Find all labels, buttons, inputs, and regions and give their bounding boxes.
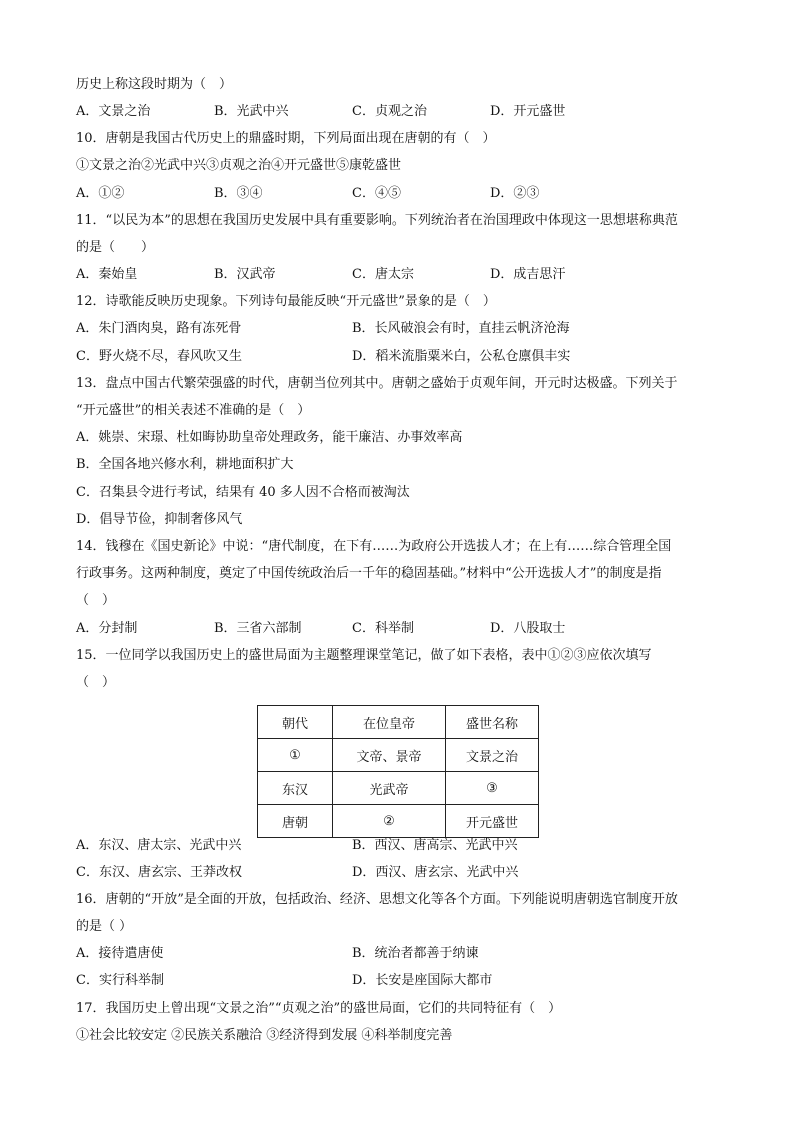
table-row	[258, 739, 539, 772]
q13-option-c: C．召集县令进行考试，结果有 40 多人因不合格而被淘汰	[76, 485, 410, 500]
table-cell: 唐朝	[258, 805, 333, 838]
q16-option-d: D．长安是座国际大都市	[352, 973, 493, 988]
q15-stem-line2: （ ）	[76, 675, 116, 690]
q16-option-a: A．接待遣唐使	[76, 946, 164, 961]
table-cell: 文景之治	[446, 739, 539, 772]
q14-stem-line2: 行政事务。这两种制度，奠定了中国传统政治后一千年的稳固基础。”材料中“公开选拔人才”的制度是指	[76, 566, 662, 581]
q16-stem-line1: 16．唐朝的“开放”是全面的开放，包括政治、经济、思想文化等各个方面。下列能说明唐朝选官制度开放	[76, 892, 678, 907]
q12-option-c: C．野火烧不尽，春风吹又生	[76, 349, 242, 364]
q17-stem: 17．我国历史上曾出现“文景之治”“贞观之治”的盛世局面，它们的共同特征有（ ）	[76, 1001, 562, 1016]
q9-option-d: D．开元盛世	[490, 104, 566, 119]
q10-items: ①文景之治②光武中兴③贞观之治④开元盛世⑤康乾盛世	[76, 158, 402, 173]
q15-option-d: D．西汉、唐玄宗、光武中兴	[352, 865, 519, 880]
q14-option-d: D．八股取士	[490, 621, 566, 636]
table-row	[258, 805, 539, 838]
q11-option-b: B．汉武帝	[214, 267, 276, 282]
q10-stem: 10．唐朝是我国古代历史上的鼎盛时期，下列局面出现在唐朝的有（ ）	[76, 131, 496, 146]
q14-stem-line3: （ ）	[76, 593, 116, 608]
q14-option-a: A．分封制	[76, 621, 138, 636]
q14-stem-line1: 14．钱穆在《国史新论》中说：“唐代制度，在下有……为政府公开选拔人才；在上有……综合管理全国	[76, 539, 672, 554]
q11-option-d: D．成吉思汗	[490, 267, 566, 282]
q15-option-a: A．东汉、唐太宗、光武中兴	[76, 838, 242, 853]
dynasty-table	[257, 705, 539, 838]
q16-option-b: B．统治者都善于纳谏	[352, 946, 479, 961]
q10-option-a: A．①②	[76, 186, 125, 201]
q15-stem-line1: 15．一位同学以我国历史上的盛世局面为主题整理课堂笔记，做了如下表格，表中①②③应依次填写	[76, 648, 652, 663]
q9-option-c: C．贞观之治	[352, 104, 427, 119]
table-cell: ②	[333, 805, 446, 838]
q10-option-d: D．②③	[490, 186, 540, 201]
q12-option-b: B．长风破浪会有时，直挂云帆济沧海	[352, 321, 570, 336]
q16-option-c: C．实行科举制	[76, 973, 164, 988]
q10-option-c: C．④⑤	[352, 186, 401, 201]
q15-option-c: C．东汉、唐玄宗、王莽改权	[76, 865, 242, 880]
table-header-row	[258, 706, 539, 739]
q13-stem-line2: “开元盛世”的相关表述不准确的是（ ）	[76, 403, 311, 418]
q9-option-b: B．光武中兴	[214, 104, 289, 119]
q17-items: ①社会比较安定 ②民族关系融洽 ③经济得到发展 ④科举制度完善	[76, 1028, 453, 1043]
table-cell: 开元盛世	[446, 805, 539, 838]
q14-option-b: B．三省六部制	[214, 621, 302, 636]
q12-option-d: D．稻米流脂粟米白，公私仓廪俱丰实	[352, 349, 571, 364]
q13-option-a: A．姚崇、宋璟、杜如晦协助皇帝处理政务，能干廉洁、办事效率高	[76, 430, 463, 445]
table-header-cell: 在位皇帝	[333, 706, 446, 739]
q12-stem: 12．诗歌能反映历史现象。下列诗句最能反映“开元盛世”景象的是（ ）	[76, 294, 496, 309]
q9-option-a: A．文景之治	[76, 104, 151, 119]
table-row	[258, 772, 539, 805]
q11-stem-line1: 11．“以民为本”的思想在我国历史发展中具有重要影响。下列统治者在治国理政中体现这一思想堪称典范	[76, 213, 678, 228]
table-cell: ③	[446, 772, 539, 805]
table-cell: ①	[258, 739, 333, 772]
q11-option-c: C．唐太宗	[352, 267, 414, 282]
table-cell: 光武帝	[333, 772, 446, 805]
table-cell: 东汉	[258, 772, 333, 805]
q13-option-d: D．倡导节俭，抑制奢侈风气	[76, 512, 243, 527]
q15-option-b: B．西汉、唐高宗、光武中兴	[352, 838, 518, 853]
q11-stem-line2: 的是（ ）	[76, 240, 155, 255]
q16-stem-line2: 的是（ ）	[76, 919, 133, 934]
q13-option-b: B．全国各地兴修水利，耕地面积扩大	[76, 457, 294, 472]
q13-stem-line1: 13．盘点中国古代繁荣强盛的时代，唐朝当位列其中。唐朝之盛始于贞观年间，开元时达极盛。下列关于	[76, 376, 678, 391]
table-header-cell: 盛世名称	[446, 706, 539, 739]
table-header-cell: 朝代	[258, 706, 333, 739]
q9-stem: 历史上称这段时期为（ ）	[76, 77, 233, 92]
q14-option-c: C．科举制	[352, 621, 414, 636]
q10-option-b: B．③④	[214, 186, 263, 201]
q11-option-a: A．秦始皇	[76, 267, 138, 282]
table-cell: 文帝、景帝	[333, 739, 446, 772]
q12-option-a: A．朱门酒肉臭，路有冻死骨	[76, 321, 242, 336]
